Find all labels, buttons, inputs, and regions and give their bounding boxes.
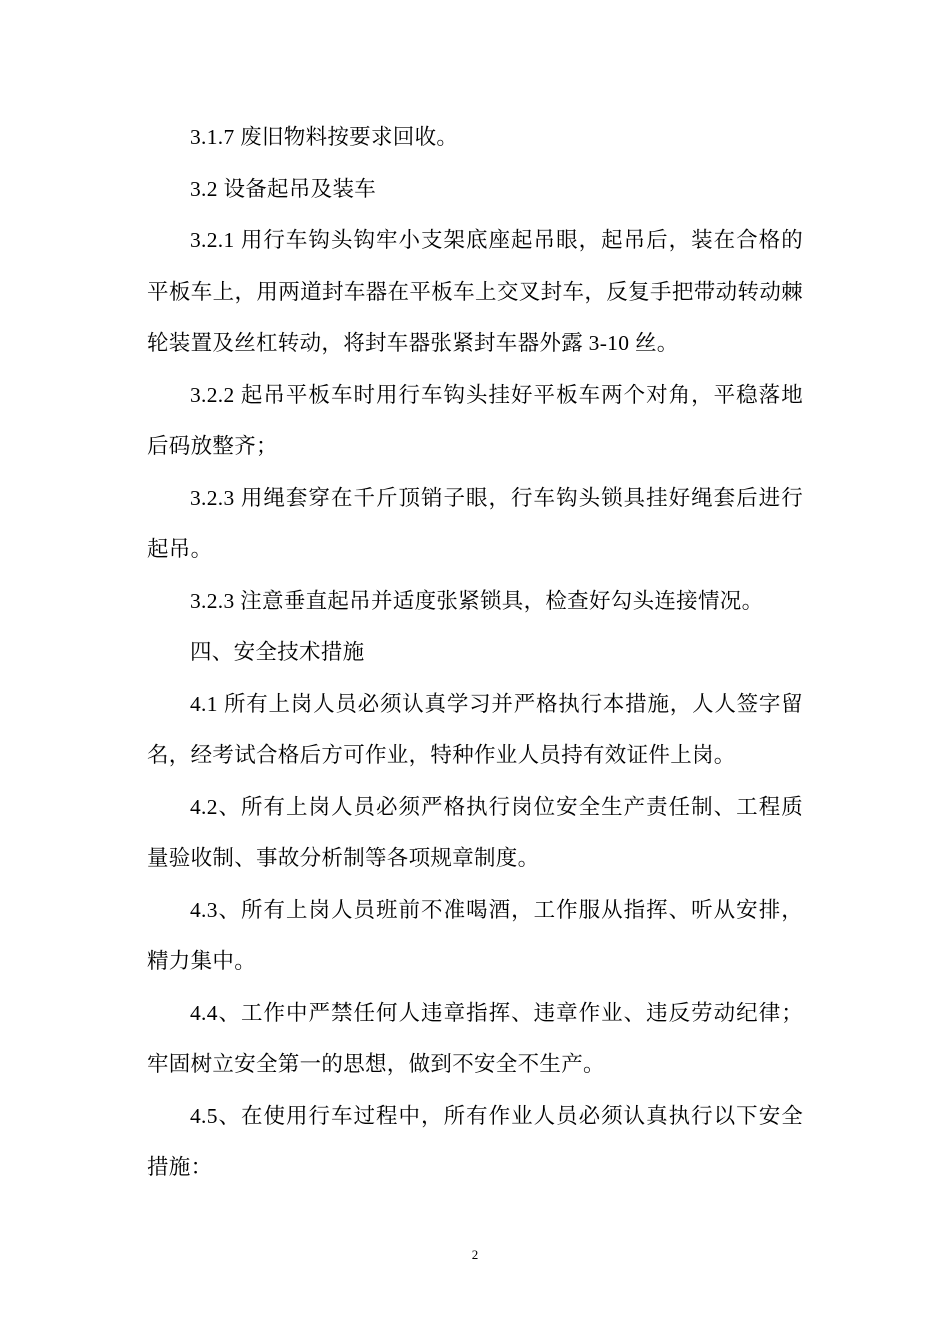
paragraph-3-2-3-b: 3.2.3 注意垂直起吊并适度张紧锁具，检查好勾头连接情况。 [190,588,764,613]
paragraph-4-3: 4.3、所有上岗人员班前不准喝酒，工作服从指挥、听从安排，精力集中。 [147,897,803,973]
paragraph-3-2-2: 3.2.2 起吊平板车时用行车钩头挂好平板车两个对角，平稳落地后码放整齐； [147,382,803,458]
paragraph-3-2-3-a: 3.2.3 用绳套穿在千斤顶销子眼，行车钩头锁具挂好绳套后进行起吊。 [147,485,803,561]
paragraph-4-4: 4.4、工作中严禁任何人违章指挥、违章作业、违反劳动纪律；牢固树立安全第一的思想，做到不安全不生产。 [147,1000,803,1076]
body-text [147,112,803,1194]
paragraph-4-5: 4.5、在使用行车过程中，所有作业人员必须认真执行以下安全措施： [147,1103,803,1179]
page-number: 2 [471,1247,479,1262]
paragraph-3-1-7: 3.1.7 废旧物料按要求回收。 [190,125,459,149]
heading-section-4: 四、安全技术措施 [190,640,365,664]
paragraph-4-1: 4.1 所有上岗人员必须认真学习并严格执行本措施，人人签字留名，经考试合格后方可作业，特种作业人员持有效证件上岗。 [147,691,803,767]
paragraph-3-2-1: 3.2.1 用行车钩头钩牢小支架底座起吊眼，起吊后，装在合格的平板车上，用两道封车器在平板车上交叉封车，反复手把带动转动棘轮装置及丝杠转动，将封车器张紧封车器外露 3-10 丝。 [147,228,803,355]
heading-3-2: 3.2 设备起吊及装车 [190,176,377,201]
paragraph-4-2: 4.2、所有上岗人员必须严格执行岗位安全生产责任制、工程质量验收制、事故分析制等各项规章制度。 [147,794,803,870]
